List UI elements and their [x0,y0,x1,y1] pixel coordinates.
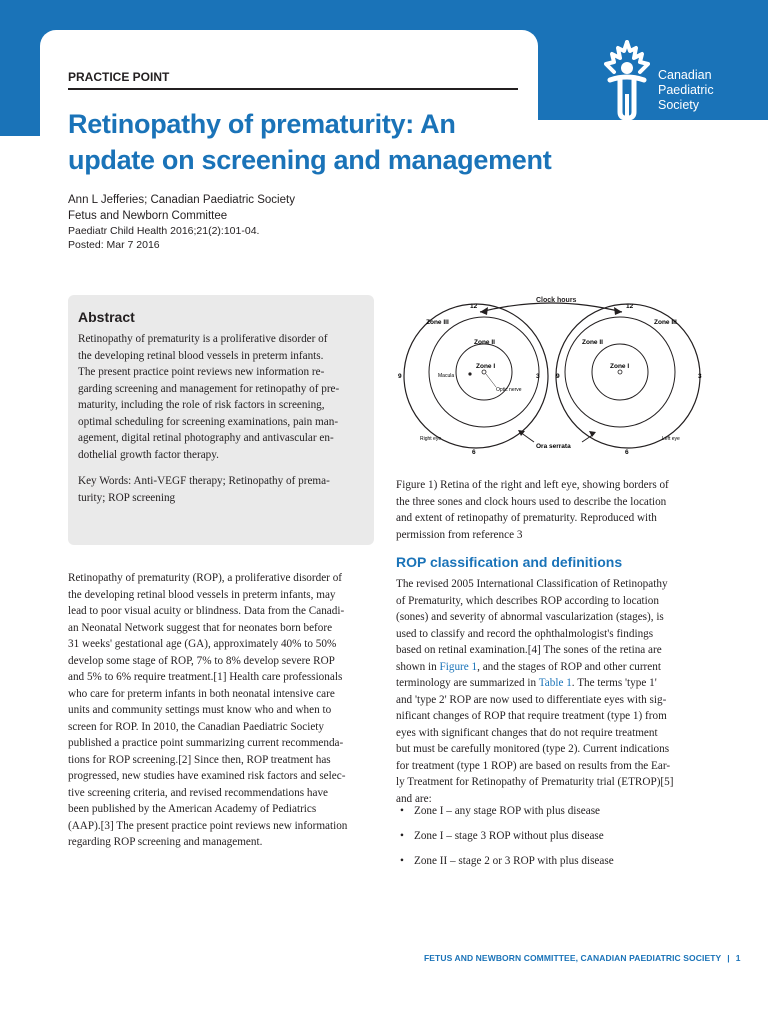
zone-ii-label: Zone II [582,339,603,346]
citation: Paediatr Child Health 2016;21(2):101-04. [68,225,260,237]
zone-i-label: Zone I [610,363,630,370]
abstract-box [68,295,374,545]
caption-line: Figure 1) Retina of the right and left eye, showing borders of [396,479,669,491]
body-line: based on retinal examination.[4] The sones of the retina are [396,644,662,656]
body-line: progressed, new studies have examined risk factors and selec- [68,770,346,782]
abstract-line: maturity, including the role of risk factors in screening, [78,399,325,411]
body-line: Retinopathy of prematurity (ROP), a proliferative disorder of [68,572,343,584]
body-line: used to classify and record the ophthalmologist's findings [396,627,654,640]
abstract-line: the developing retinal blood vessels in preterm infants. [78,349,324,362]
bullet-icon: • [400,805,404,817]
body-line: and 'type 2' ROP are now used to differentiate eyes with sig- [396,693,667,706]
abstract-line: agement, digital retinal photography and antivascular en- [78,432,334,444]
keywords-text-1: Anti-VEGF therapy; Retinopathy of prema- [131,475,330,487]
body-line: been published by the American Academy of Pediatrics [68,803,317,815]
body-line: tions for ROP screening.[2] Since then, ROP treatment has [68,753,331,766]
body-line: and are: [396,792,432,805]
body-line: units and community settings must know who and when to [68,704,332,716]
body-line: The revised 2005 International Classification of Retinopathy [396,578,668,590]
optic-nerve-label: Optic nerve [496,387,522,393]
body-line: lead to poor visual acuity or blindness. Data from the Canadi- [68,605,345,617]
body-line: ly Treatment for Retinopathy of Prematurity trial (ETROP)[5] [396,776,674,788]
body-line: screen for ROP. In 2010, the Canadian Paediatric Society [68,720,325,733]
zone-iii-label: Zone III [654,319,677,326]
abstract-line: Retinopathy of prematurity is a proliferative disorder of [78,333,328,345]
keywords-label: Key Words: [78,475,132,487]
page-footer [424,953,741,963]
body-line: published a practice point summarizing current recommenda- [68,737,344,749]
posted-date: Posted: Mar 7 2016 [68,239,160,251]
footer-text: FETUS AND NEWBORN COMMITTEE, CANADIAN PAEDIATRIC SOCIETY [424,953,722,963]
logo-line-1: Canadian [658,68,712,82]
macula-label: Macula [438,373,455,379]
kicker-divider [68,88,518,90]
body-line: for treatment (type 1 ROP) are based on results from the Ear- [396,759,671,772]
figure-caption [396,477,702,543]
caption-line: permission from reference 3 [396,528,523,541]
list-item [400,805,700,830]
right-eye-label: Right eye [420,436,442,442]
ora-serrata-label: Ora serrata [536,443,571,450]
zone-iii-label: Zone III [426,319,449,326]
keywords-line-1 [78,473,364,490]
bullet-icon: • [400,830,404,842]
classification-paragraph [396,576,702,807]
section-kicker: PRACTICE POINT [68,70,170,84]
body-line: develop some stage of ROP, 7% to 8% develop severe ROP [68,654,335,667]
body-line: an Neonatal Network suggest that for neonates born before [68,621,333,634]
logo-text [658,68,714,113]
caption-line: and extent of retinopathy of prematurity. Reproduced with [396,512,657,524]
hour-9-right: 9 [398,373,402,380]
body-line: who care for preterm infants in both neonatal intensive care [68,687,335,700]
body-line: but must be carefully monitored (type 2). Current indications [396,743,670,755]
zone-ii-label: Zone II [474,339,495,346]
body-line: terminology are summarized in Table 1. The terms 'type 1' [396,677,657,689]
intro-paragraph [68,570,374,851]
hour-6-left: 6 [625,449,629,456]
body-line: (sones) and severity of abnormal vascularization (stages), is [396,611,664,623]
body-line: (AAP).[3] The present practice point reviews new information [68,819,348,832]
list-item [400,830,700,855]
list-item-text: Zone I – stage 3 ROP without plus disease [414,830,604,842]
list-item-text: Zone I – any stage ROP with plus disease [414,805,601,817]
table-1-link[interactable]: Table 1 [538,677,572,689]
abstract-text [78,331,364,463]
section-heading: ROP classification and definitions [396,554,623,570]
zone-i-label: Zone I [476,363,496,370]
cps-logo[interactable] [596,36,756,126]
abstract-line: dothelial growth factor therapy. [78,448,219,461]
abstract-line: optimal scheduling for screening examinations, pain man- [78,415,339,428]
keywords-text-2: turity; ROP screening [78,491,176,504]
body-line: shown in Figure 1, and the stages of ROP and other current [396,660,661,673]
figure-1-retina-diagram [396,290,706,462]
committee: Fetus and Newborn Committee [68,210,228,222]
title-line-2: update on screening and management [68,145,552,175]
keywords [78,473,364,506]
left-eye-diagram [556,304,702,456]
page-title [68,106,588,178]
list-item [400,855,700,880]
hour-3-left: 3 [698,373,702,380]
logo-line-3: Society [658,98,699,112]
body-line: tive screening criteria, and revised recommendations have [68,786,329,799]
logo-line-2: Paediatric [658,83,714,97]
hour-6-right: 6 [472,449,476,456]
hour-3-right: 3 [536,373,540,380]
footer-separator: | [727,953,730,963]
hour-12-right-eye: 12 [470,303,478,310]
body-line: and 5% to 6% require treatment.[1] Health care professionals [68,671,343,683]
hour-12-left-eye: 12 [626,303,634,310]
caption-line: the three sones and clock hours used to describe the location [396,495,667,508]
hour-9-left: 9 [556,373,560,380]
treatment-indications-list [400,805,700,880]
abstract-line: garding screening and management for retinopathy of pre- [78,382,340,395]
title-line-1: Retinopathy of prematurity: An [68,109,456,139]
body-line: regarding ROP screening and management. [68,836,263,848]
body-line: 31 weeks' gestational age (GA), approximately 40% to 50% [68,638,337,650]
maple-leaf-child-icon [596,36,658,126]
list-item-text: Zone II – stage 2 or 3 ROP with plus disease [414,855,614,867]
page-number: 1 [735,953,741,963]
body-line: of Prematurity, which describes ROP according to location [396,594,659,607]
body-line: the developing retinal blood vessels in preterm infants, may [68,588,336,601]
abstract-title: Abstract [78,309,135,325]
figure-1-link[interactable]: Figure 1 [439,660,478,673]
body-line: eyes with significant changes that do not require treatment [396,726,658,739]
abstract-line: The present practice point reviews new information re- [78,366,325,378]
body-line: nificant changes of ROP that require treatment (type 1) from [396,710,667,722]
left-eye-label: Left eye [662,436,680,442]
right-eye-diagram [398,304,548,456]
clock-hours-label: Clock hours [536,297,577,304]
authors: Ann L Jefferies; Canadian Paediatric Society [68,194,295,206]
article-meta [68,192,295,252]
bullet-icon: • [400,855,404,867]
